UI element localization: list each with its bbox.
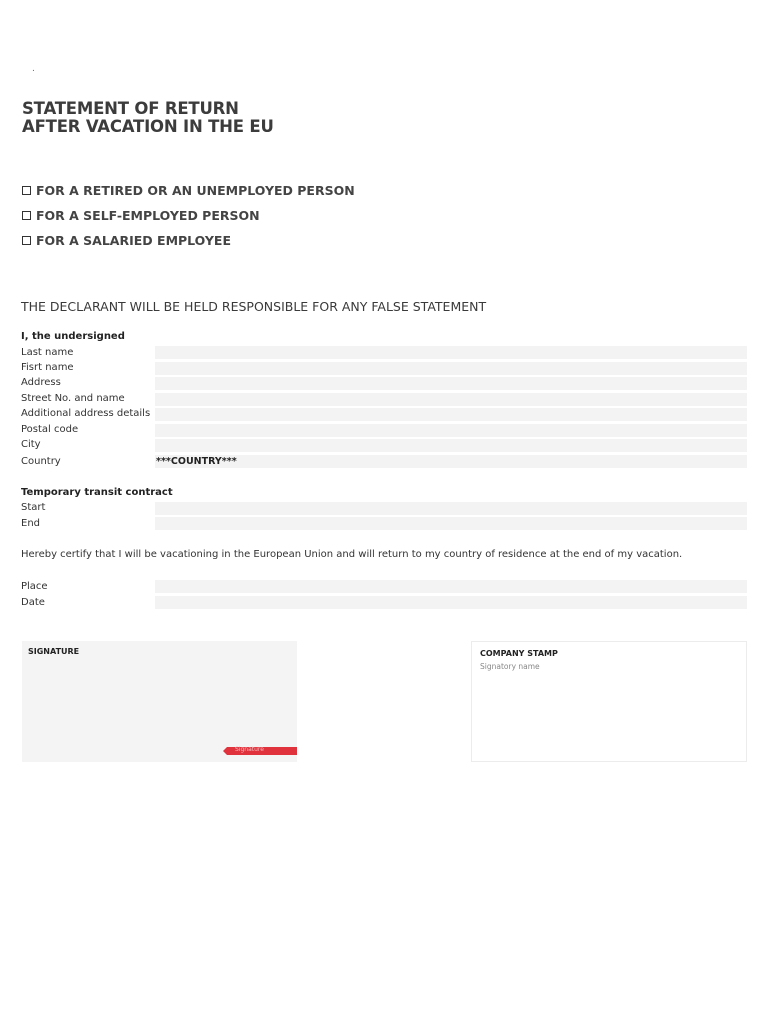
contract-heading: Temporary transit contract — [21, 487, 173, 498]
signature-tag-label: Signature — [235, 746, 264, 753]
postal-code-field[interactable] — [155, 424, 747, 437]
title-line-1: STATEMENT OF RETURN — [22, 99, 239, 118]
country-label: Country — [21, 456, 61, 467]
option-label: FOR A SALARIED EMPLOYEE — [36, 233, 231, 248]
additional-address-label: Additional address details — [21, 408, 151, 419]
option-label: FOR A SELF-EMPLOYED PERSON — [36, 208, 260, 223]
place-label: Place — [21, 581, 48, 592]
address-label: Address — [21, 377, 61, 388]
city-field[interactable] — [155, 439, 747, 452]
country-field[interactable] — [155, 455, 747, 468]
start-field[interactable] — [155, 502, 747, 515]
country-value: ***COUNTRY*** — [156, 456, 237, 467]
date-field[interactable] — [155, 596, 747, 609]
signature-label: SIGNATURE — [28, 647, 80, 656]
company-stamp-label: COMPANY STAMP — [480, 649, 558, 658]
date-label: Date — [21, 597, 45, 608]
last-name-label: Last name — [21, 347, 74, 358]
first-name-field[interactable] — [155, 362, 747, 375]
last-name-field[interactable] — [155, 346, 747, 359]
document-title — [22, 100, 274, 136]
end-label: End — [21, 518, 41, 529]
checkbox[interactable] — [22, 186, 31, 195]
title-line-2: AFTER VACATION IN THE EU — [22, 117, 274, 136]
street-label: Street No. and name — [21, 393, 125, 404]
option-label: FOR A RETIRED OR AN UNEMPLOYED PERSON — [36, 183, 355, 198]
place-field[interactable] — [155, 580, 747, 593]
option-self-employed[interactable] — [22, 208, 260, 223]
undersigned-heading: I, the undersigned — [21, 331, 125, 342]
checkbox[interactable] — [22, 236, 31, 245]
street-field[interactable] — [155, 393, 747, 406]
option-salaried-employee[interactable] — [22, 233, 231, 248]
signature-tag — [227, 747, 297, 755]
additional-address-field[interactable] — [155, 408, 747, 421]
city-label: City — [21, 439, 41, 450]
company-stamp-box[interactable] — [471, 641, 747, 762]
header-mark: . — [32, 64, 35, 74]
end-field[interactable] — [155, 517, 747, 530]
option-retired-unemployed[interactable] — [22, 183, 355, 198]
start-label: Start — [21, 502, 46, 513]
postal-code-label: Postal code — [21, 424, 79, 435]
certification-text: Hereby certify that I will be vacationing in the European Union and will return to my country of residence at the end of my vacation. — [21, 549, 683, 560]
signature-box[interactable] — [22, 641, 297, 762]
checkbox[interactable] — [22, 211, 31, 220]
address-field[interactable] — [155, 377, 747, 390]
responsibility-warning: THE DECLARANT WILL BE HELD RESPONSIBLE FOR ANY FALSE STATEMENT — [21, 299, 487, 314]
signatory-name-label: Signatory name — [480, 662, 540, 671]
first-name-label: Fisrt name — [21, 362, 74, 373]
